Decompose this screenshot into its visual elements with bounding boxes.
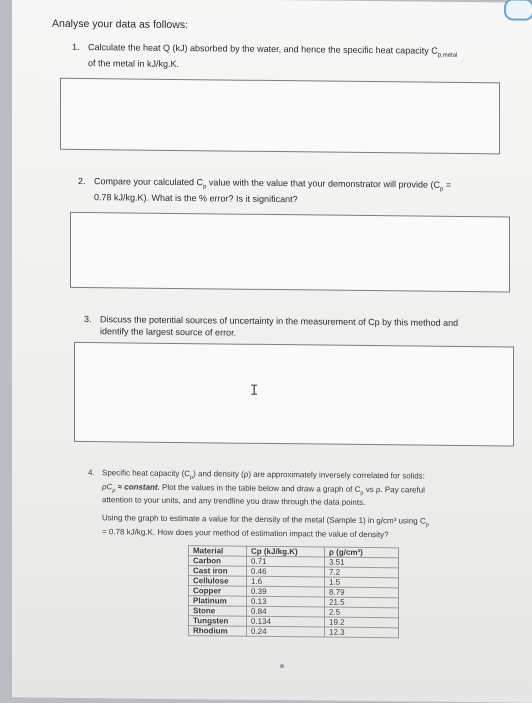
question-4-instructions: Using the graph to estimate a value for the density of the metal (Sample 1) in g/cm³ using $C_p$ = 0.78 kJ/kg.K. How does your method of estimation impact the value of density?: [102, 513, 429, 539]
column-header: ρ (g/cm³): [325, 547, 399, 558]
table-row: Rhodium 0.24 12.3: [189, 626, 399, 638]
question-text: Compare your calculated $C_p$ value with the value that your demonstrator will provide ($C_p$ = 0.78 kJ/kg.K). What is the % error? Is it significant?: [94, 176, 452, 205]
document-page: [12, 0, 532, 703]
answer-box-3[interactable]: [74, 342, 514, 447]
answer-box-2[interactable]: [70, 212, 510, 293]
question-number: 3.: [84, 314, 92, 325]
table-row: Tungsten 0.134 19.2: [189, 616, 399, 628]
table-row: Copper 0.39 8.79: [189, 586, 399, 598]
table-row: Cellulose 1.6 1.5: [189, 576, 399, 588]
page-heading: Analyse your data as follows:: [52, 17, 188, 32]
question-text: Specific heat capacity $(C_p)$ and density (ρ) are approximately inversely correlated for solids: $\rho C_p$ ≈ constant. Plot the values in the table below and draw a graph of $C_p$ vs ρ. Pay careful attention to your units, and any trendline you draw through the data points.: [102, 468, 425, 508]
question-2: [78, 176, 532, 205]
scroll-dot: [280, 664, 284, 668]
question-number: 4.: [88, 468, 95, 478]
table-row: Stone 0.84 2.5: [189, 606, 399, 618]
question-1: [72, 42, 532, 71]
table-row: Carbon 0.71 3.51: [189, 556, 399, 568]
question-number: 1.: [72, 41, 80, 52]
material-properties-table: [188, 545, 399, 638]
column-header: Material: [189, 546, 247, 557]
question-text: Discuss the potential sources of uncertainty in the measurement of Cp by this method and identify the largest source of error.: [100, 314, 459, 338]
table-row: Cast iron 0.46 7.2: [189, 566, 399, 578]
question-4: [88, 468, 498, 508]
table-row: Platinum 0.13 21.5: [189, 596, 399, 608]
question-3: [84, 314, 524, 343]
question-text: Calculate the heat Q (kJ) absorbed by the water, and hence the specific heat capacity $C_{p,metal}$ of the metal in kJ/kg.K.: [88, 42, 458, 70]
text-cursor-icon: I: [250, 382, 259, 399]
column-header: Cp (kJ/kg.K): [247, 546, 325, 557]
question-number: 2.: [78, 175, 86, 187]
toolbar-corner-icon[interactable]: [504, 0, 532, 21]
answer-box-1[interactable]: [60, 78, 500, 155]
